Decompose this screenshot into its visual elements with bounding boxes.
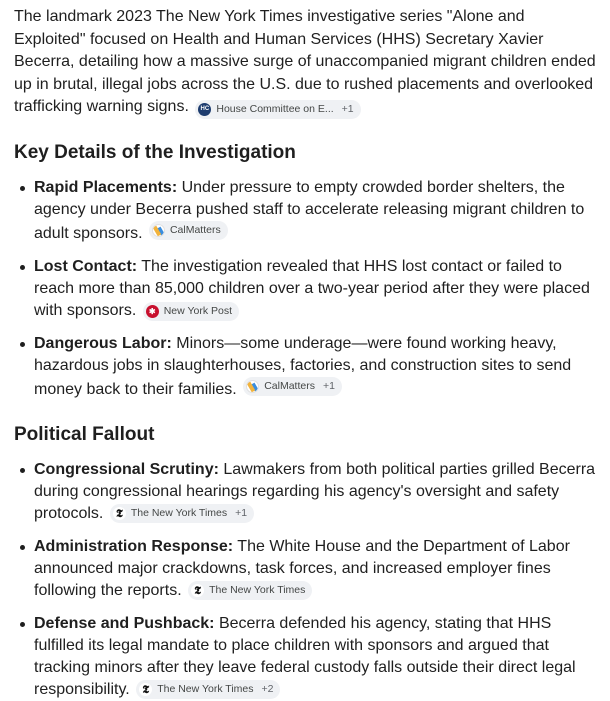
section-heading-key-details: Key Details of the Investigation <box>14 142 296 163</box>
nyt-icon: 𝕿 <box>139 683 152 696</box>
nyt-icon: 𝕿 <box>113 507 126 520</box>
source-chip[interactable] <box>143 302 239 321</box>
item-text: Minors—some underage—were found working heavy, hazardous jobs in slaughterhouses, factories, and construction sites to send money back to their families. <box>34 335 572 398</box>
list-item <box>34 613 600 701</box>
intro-text: The landmark 2023 The New York Times investigative series "Alone and Exploited" focused on Health and Human Services (HHS) Secretary Xavier Becerra, detailing how a massive surge of unaccompanied migrant children ended up in brutal, illegal jobs across the U.S. due to rushed placements and overlooked trafficking warning signs. <box>14 8 596 115</box>
source-chip[interactable] <box>188 581 312 600</box>
item-text: Lawmakers from both political parties grilled Becerra during congressional hearings regarding his agency's oversight and safety protocols. <box>34 461 596 522</box>
source-chip-label: New York Post <box>163 305 233 317</box>
source-chip-label: The New York Times <box>157 683 254 695</box>
house-committee-seal-icon: HC <box>198 103 211 116</box>
source-chip[interactable] <box>149 221 228 240</box>
item-title: Congressional Scrutiny: <box>34 461 219 478</box>
nyt-icon: 𝕿 <box>191 584 204 597</box>
item-title: Rapid Placements: <box>34 179 178 196</box>
intro-paragraph <box>14 6 600 119</box>
source-chip-label: CalMatters <box>169 224 221 236</box>
item-title: Administration Response: <box>34 538 234 555</box>
item-text: Becerra defended his agency, stating that HHS fulfilled its legal mandate to place children with sponsors and argued that tracking minors after they leave federal custody falls outside their direct legal responsibility. <box>34 615 576 698</box>
item-title: Lost Contact: <box>34 258 138 275</box>
item-text: The investigation revealed that HHS lost contact or failed to reach more than 85,000 children over a two-year period after they were placed with sponsors. <box>34 258 590 319</box>
item-title: Dangerous Labor: <box>34 335 172 352</box>
section-heading-political-fallout: Political Fallout <box>14 424 155 445</box>
list-item <box>34 536 600 602</box>
source-chip-label: House Committee on E... <box>216 103 334 115</box>
source-chip-more: +1 <box>341 103 354 115</box>
list-item <box>34 177 600 245</box>
source-chip[interactable] <box>195 100 360 119</box>
source-chip-label: The New York Times <box>209 584 306 596</box>
list-item <box>34 459 600 525</box>
item-text: The White House and the Department of Labor announced major crackdowns, task forces, and increased employer fines following the reports. <box>34 538 570 599</box>
source-chip[interactable] <box>136 680 280 699</box>
list-item <box>34 256 600 322</box>
item-text: Under pressure to empty crowded border shelters, the agency under Becerra pushed staff to accelerate releasing migrant children to adult sponsors. <box>34 179 585 242</box>
source-chip-more: +2 <box>261 683 274 695</box>
source-chip-label: The New York Times <box>130 507 228 519</box>
source-chip-more: +1 <box>235 507 248 519</box>
list-item <box>34 333 600 401</box>
source-chip[interactable] <box>110 504 254 523</box>
calmatters-icon <box>246 380 259 393</box>
key-details-list <box>14 177 600 401</box>
item-title: Defense and Pushback: <box>34 615 215 632</box>
source-chip-label: CalMatters <box>264 380 315 392</box>
political-fallout-list <box>14 459 600 701</box>
source-chip-more: +1 <box>322 380 335 392</box>
calmatters-icon <box>152 224 165 237</box>
new-york-post-icon: ✱ <box>146 305 159 318</box>
source-chip[interactable] <box>243 377 342 396</box>
